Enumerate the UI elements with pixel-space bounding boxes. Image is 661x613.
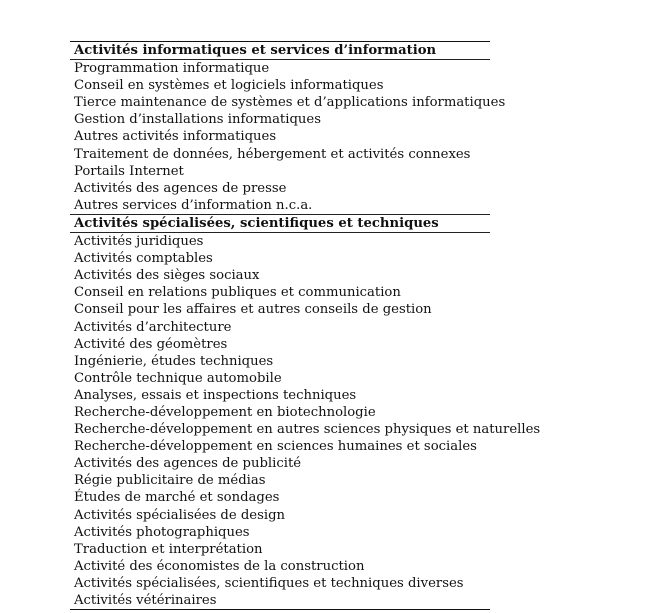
table-row: Activités photographiques	[74, 524, 250, 540]
table-row: Activités d’architecture	[74, 319, 232, 335]
table-row: Régie publicitaire de médias	[74, 473, 266, 489]
table-row: Gestion d’installations informatiques	[74, 112, 321, 128]
table-row: Activités vétérinaires	[74, 593, 217, 608]
table-row: Activité des géomètres	[74, 336, 228, 352]
table-row: Analyses, essais et inspections techniques	[74, 387, 357, 403]
table-row: Contrôle technique automobile	[74, 370, 282, 386]
table-row: Recherche-développement en autres sciences physiques et naturelles	[74, 422, 541, 438]
table-row: Activité des économistes de la construction	[74, 558, 365, 574]
table-row: Activités des agences de publicité	[74, 456, 302, 472]
bottom-rule	[70, 609, 490, 610]
table-row: Ingénierie, études techniques	[74, 353, 274, 369]
section-heading-scientific: Activités spécialisées, scientifiques et techniques	[74, 215, 439, 231]
table-row: Portails Internet	[74, 163, 184, 179]
table-row: Autres activités informatiques	[74, 129, 277, 145]
table-row: Autres services d’information n.c.a.	[74, 197, 313, 213]
section-heading-it: Activités informatiques et services d’information	[74, 43, 437, 58]
table-row: Études de marché et sondages	[74, 490, 280, 506]
table-row: Activités juridiques	[74, 234, 204, 250]
table-row: Conseil en systèmes et logiciels informatiques	[74, 78, 384, 94]
table-row: Activités spécialisées de design	[74, 507, 286, 523]
table-row: Conseil en relations publiques et communication	[74, 285, 401, 301]
table-row: Activités des sièges sociaux	[74, 268, 260, 284]
table-row: Conseil pour les affaires et autres conseils de gestion	[74, 302, 432, 318]
table-row: Tierce maintenance de systèmes et d’applications informatiques	[74, 95, 506, 111]
activity-table	[70, 41, 541, 610]
table-row: Activités comptables	[74, 251, 213, 267]
table-row: Traduction et interprétation	[74, 541, 263, 557]
table-row: Recherche-développement en sciences humaines et sociales	[74, 439, 477, 455]
table-row: Activités spécialisées, scientifiques et techniques diverses	[74, 575, 464, 591]
table-row: Recherche-développement en biotechnologie	[74, 404, 376, 420]
table-row: Traitement de données, hébergement et activités connexes	[74, 146, 471, 162]
table-row: Programmation informatique	[74, 61, 270, 77]
table-row: Activités des agences de presse	[74, 180, 287, 196]
